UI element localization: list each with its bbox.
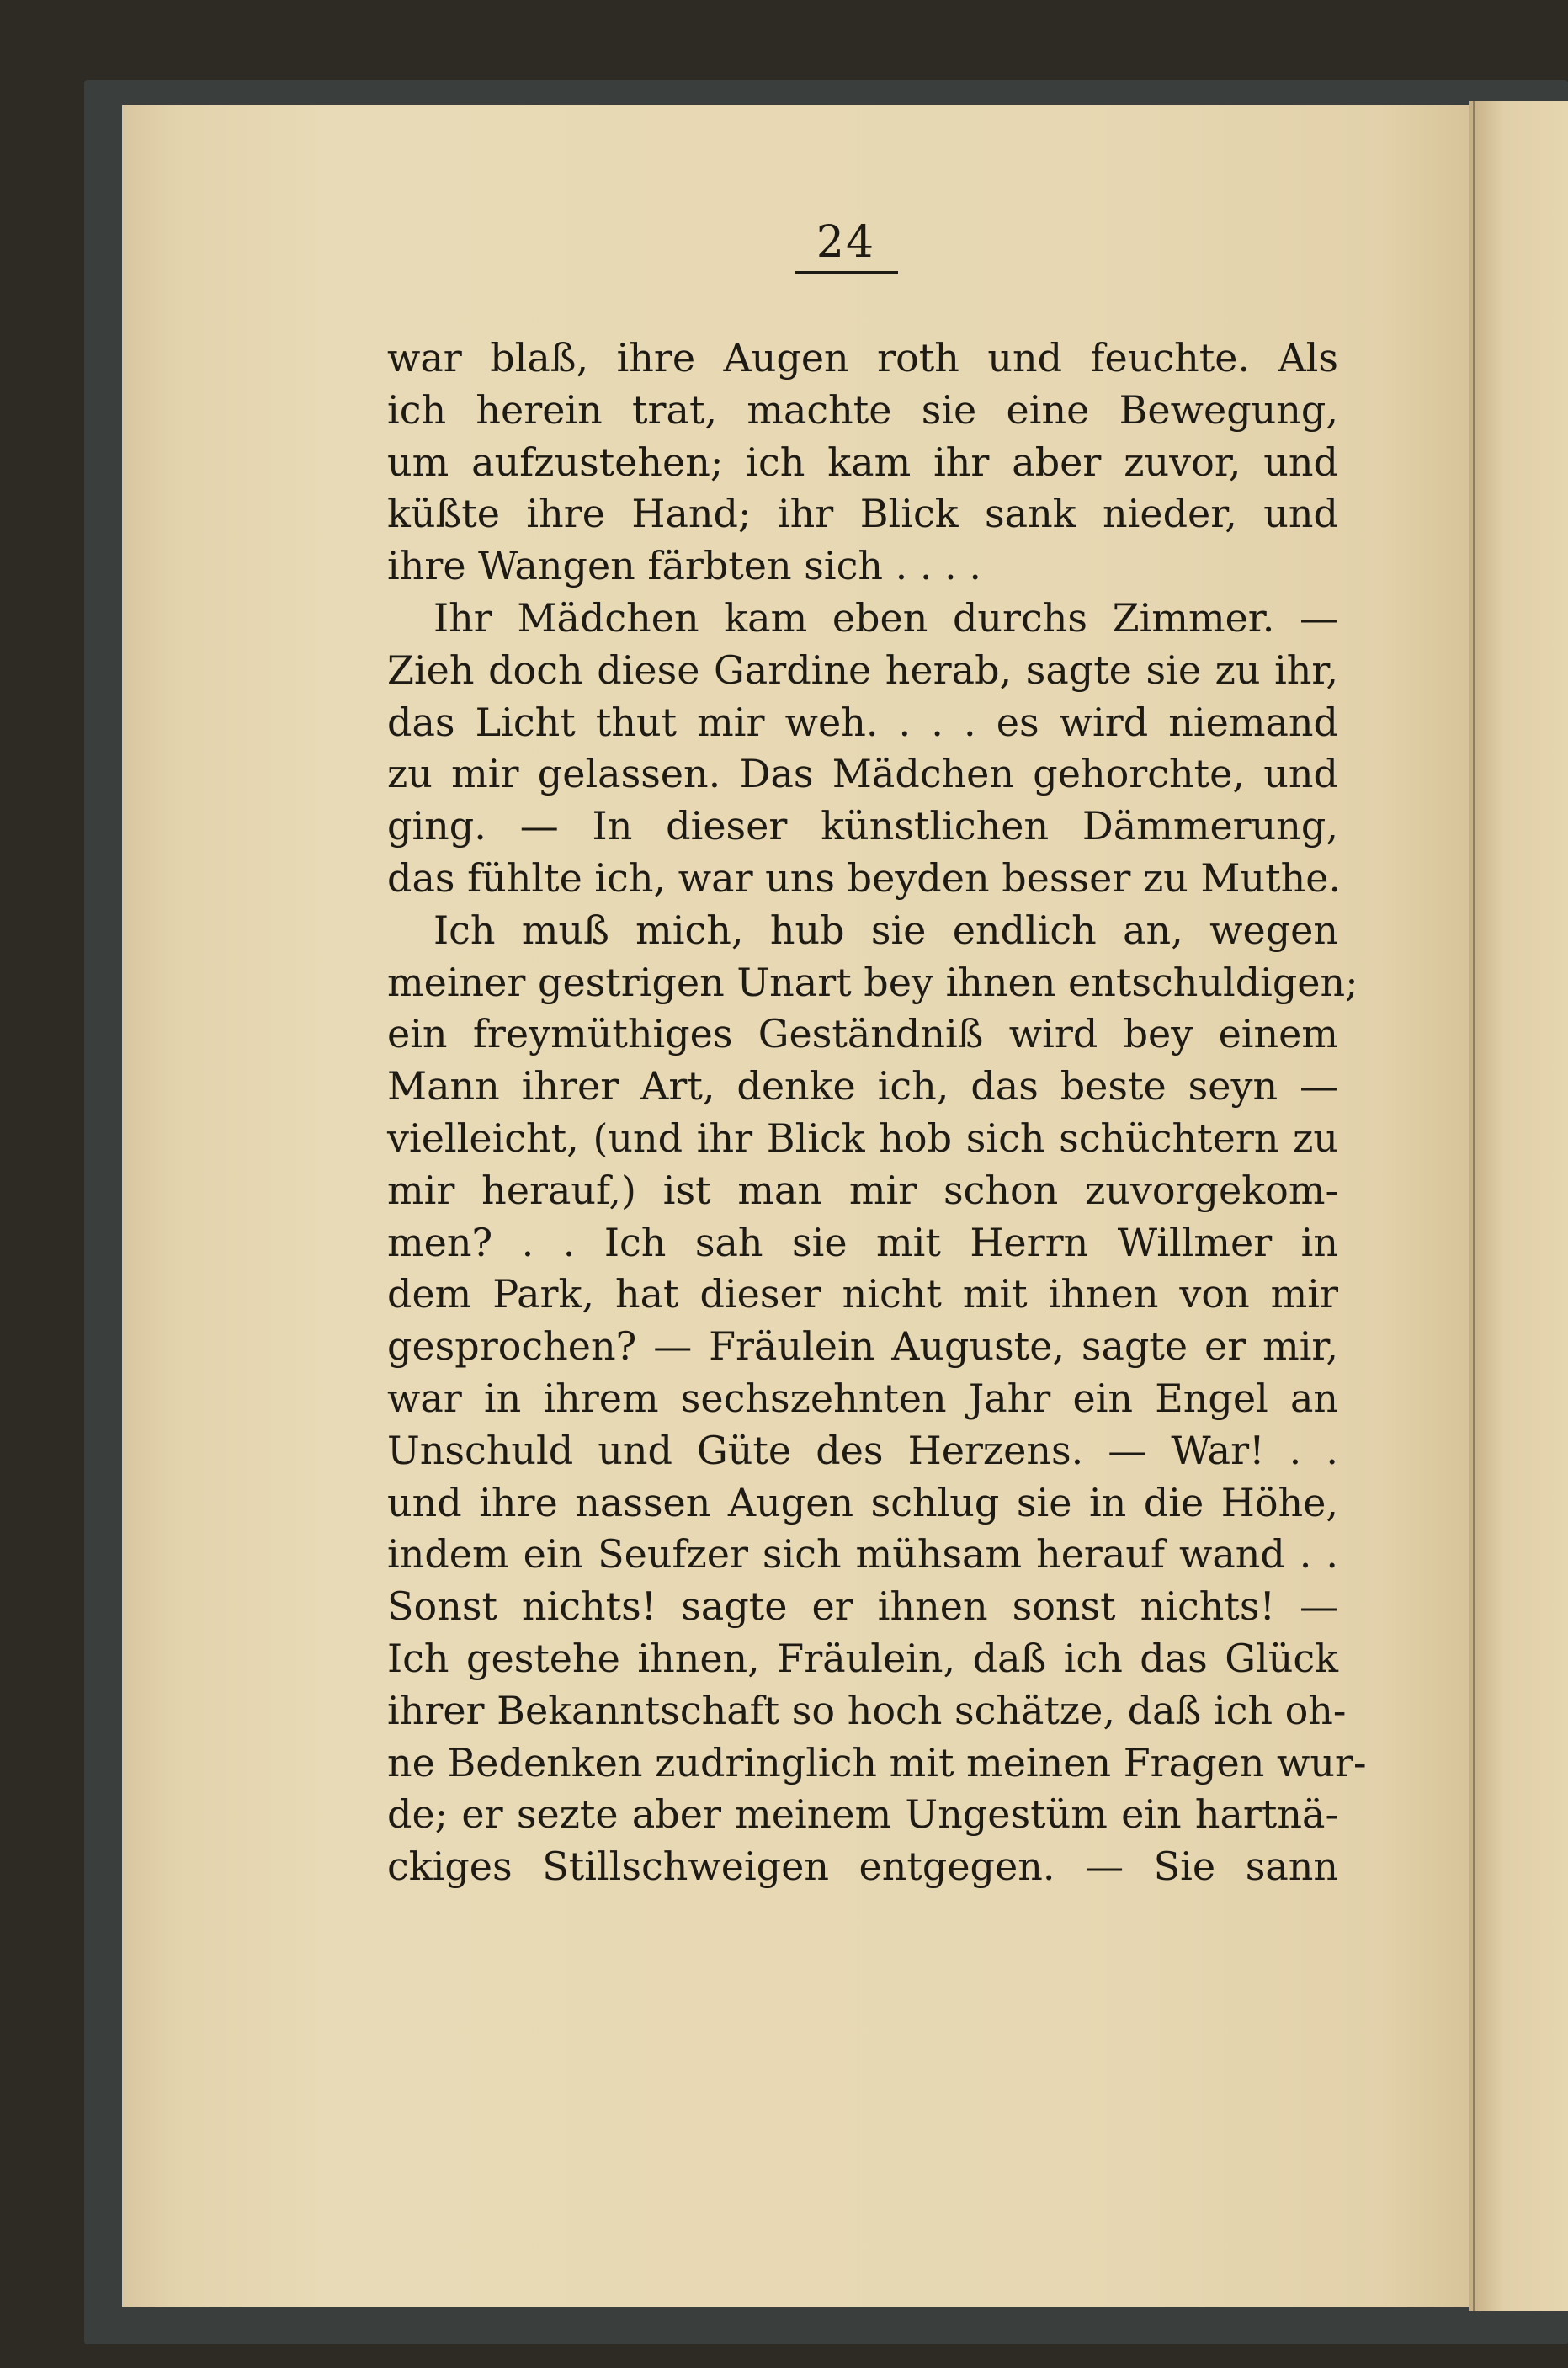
text-line: ihrer Bekanntschaft so hoch schätze, daß ich oh- <box>387 1687 1347 1733</box>
text-line: Ihr Mädchen kam eben durchs Zimmer. — <box>433 594 1338 641</box>
text-line: ihre Wangen färbten sich . . . . <box>387 543 981 589</box>
text-line: das Licht thut mir weh. . . . es wird niemand <box>387 699 1338 745</box>
text-line: ein freymüthiges Geständniß wird bey einem <box>387 1011 1338 1057</box>
text-line: meiner gestrigen Unart bey ihnen entschuldigen; <box>387 959 1358 1005</box>
body-text <box>387 333 1367 1893</box>
text-line: um aufzustehen; ich kam ihr aber zuvor, und <box>387 439 1338 485</box>
text-line: das fühlte ich, war uns beyden besser zu Muthe. <box>387 854 1342 901</box>
text-line: Ich muß mich, hub sie endlich an, wegen <box>433 907 1338 953</box>
facing-page-gutter <box>1469 101 1568 2311</box>
text-line: war in ihrem sechszehnten Jahr ein Engel an <box>387 1375 1338 1421</box>
text-line: dem Park, hat dieser nicht mit ihnen von mir <box>387 1271 1338 1317</box>
gutter-line <box>1473 101 1475 2311</box>
text-line: men? . . Ich sah sie mit Herrn Willmer in <box>387 1219 1338 1265</box>
text-line: de; er sezte aber meinem Ungestüm ein hartnä- <box>387 1791 1338 1838</box>
text-line: und ihre nassen Augen schlug sie in die Höhe, <box>387 1479 1338 1525</box>
text-line: ne Bedenken zudringlich mit meinen Fragen wur- <box>387 1739 1367 1785</box>
text-line: Ich gestehe ihnen, Fräulein, daß ich das Glück <box>387 1635 1338 1681</box>
text-line: zu mir gelassen. Das Mädchen gehorchte, und <box>387 751 1338 797</box>
text-line: mir herauf,) ist man mir schon zuvorgekom- <box>387 1167 1338 1213</box>
text-line: ich herein trat, machte sie eine Bewegung, <box>387 386 1338 433</box>
text-line: ging. — In dieser künstlichen Dämmerung, <box>387 803 1338 849</box>
text-line: Mann ihrer Art, denke ich, das beste seyn — <box>387 1063 1338 1110</box>
text-line: ckiges Stillschweigen entgegen. — Sie sann <box>387 1844 1338 1890</box>
text-line: indem ein Seufzer sich mühsam herauf wand . . <box>387 1531 1338 1578</box>
text-line: küßte ihre Hand; ihr Blick sank nieder, und <box>387 491 1338 537</box>
text-line: Unschuld und Güte des Herzens. — War! . . <box>387 1427 1338 1473</box>
text-line: gesprochen? — Fräulein Auguste, sagte er mir, <box>387 1323 1338 1370</box>
text-line: Zieh doch diese Gardine herab, sagte sie zu ihr, <box>387 647 1338 693</box>
page-number: 24 <box>816 217 876 268</box>
text-line: vielleicht, (und ihr Blick hob sich schüchtern zu <box>387 1115 1338 1161</box>
text-line: Sonst nichts! sagte er ihnen sonst nichts! — <box>387 1583 1338 1630</box>
page-number-rule <box>795 271 898 274</box>
text-line: war blaß, ihre Augen roth und feuchte. Als <box>387 335 1338 380</box>
